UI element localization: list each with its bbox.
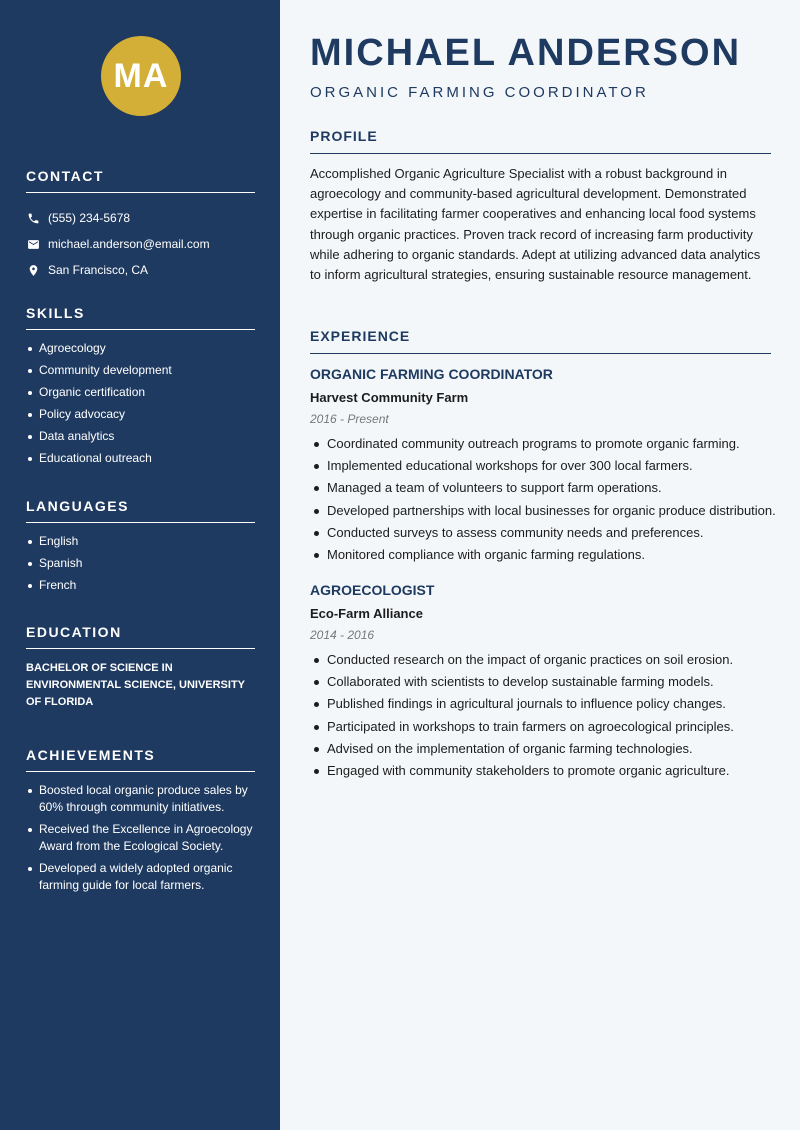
job-entry	[310, 582, 771, 784]
email-text: michael.anderson@email.com	[48, 237, 210, 251]
list-item: Agroecology	[26, 340, 255, 357]
list-item: Conducted research on the impact of organic practices on soil erosion.	[310, 651, 771, 669]
job-company: Harvest Community Farm	[310, 390, 469, 405]
achievements-heading: ACHIEVEMENTS	[26, 747, 255, 772]
profile-heading: PROFILE	[310, 128, 771, 154]
list-item: Spanish	[26, 555, 255, 572]
experience-heading: EXPERIENCE	[310, 328, 771, 354]
list-item: French	[26, 577, 255, 594]
candidate-name: MICHAEL ANDERSON	[310, 32, 742, 74]
list-item: Managed a team of volunteers to support farm operations.	[310, 479, 771, 497]
location-text: San Francisco, CA	[48, 263, 149, 277]
contact-email	[26, 231, 255, 257]
languages-list	[26, 533, 255, 594]
achievements-list	[26, 782, 255, 894]
achievements-section	[26, 747, 255, 899]
list-item: Published findings in agricultural journals to influence policy changes.	[310, 695, 771, 713]
job-entry	[310, 366, 776, 568]
location-pin-icon	[26, 263, 40, 277]
sidebar	[0, 0, 280, 1130]
contact-location	[26, 257, 255, 283]
list-item: Monitored compliance with organic farming regulations.	[310, 546, 771, 564]
skills-section	[26, 305, 255, 472]
job-company: Eco-Farm Alliance	[310, 606, 423, 621]
list-item: Implemented educational workshops for over 300 local farmers.	[310, 457, 771, 475]
list-item: Educational outreach	[26, 450, 255, 467]
list-item: Advised on the implementation of organic farming technologies.	[310, 740, 771, 758]
list-item: English	[26, 533, 255, 550]
phone-icon	[26, 211, 40, 225]
list-item: Organic certification	[26, 384, 255, 401]
job-dates: 2014 - 2016	[310, 628, 375, 642]
avatar-initials: MA	[113, 56, 169, 95]
contact-section	[26, 168, 255, 283]
profile-text: Accomplished Organic Agriculture Specialist with a robust background in agroecology and community-based agricultural development. Demonstrated expertise in facilitating farmer cooperatives and enhancing local food systems through organic practices. Proven track record of increasing farm productivity while adhering to organic standards. Adept at utilizing advanced data analytics to inform agricultural strategies, ensuring sustainable resource management.	[310, 166, 761, 283]
education-heading: EDUCATION	[26, 624, 255, 649]
list-item: Collaborated with scientists to develop sustainable farming models.	[310, 673, 771, 691]
list-item: Conducted surveys to assess community needs and preferences.	[310, 524, 771, 542]
job-bullets	[310, 651, 771, 780]
list-item: Participated in workshops to train farmers on agroecological principles.	[310, 718, 771, 736]
list-item: Coordinated community outreach programs to promote organic farming.	[310, 435, 771, 453]
list-item: Received the Excellence in Agroecology Award from the Ecological Society.	[26, 821, 255, 855]
job-dates: 2016 - Present	[310, 412, 389, 426]
languages-section	[26, 498, 255, 599]
job-title: AGROECOLOGIST	[310, 582, 435, 598]
list-item: Developed partnerships with local businesses for organic produce distribution.	[310, 502, 771, 520]
contact-heading: CONTACT	[26, 168, 255, 193]
skills-list	[26, 340, 255, 467]
phone-text: (555) 234-5678	[48, 211, 131, 225]
contact-list	[26, 205, 255, 283]
education-section	[26, 624, 255, 711]
list-item: Community development	[26, 362, 255, 379]
list-item: Boosted local organic produce sales by 60% through community initiatives.	[26, 782, 255, 816]
list-item: Data analytics	[26, 428, 255, 445]
list-item: Engaged with community stakeholders to promote organic agriculture.	[310, 762, 771, 780]
list-item: Policy advocacy	[26, 406, 255, 423]
education-degree: BACHELOR OF SCIENCE IN ENVIRONMENTAL SCIENCE, UNIVERSITY OF FLORIDA	[26, 662, 245, 708]
job-title: ORGANIC FARMING COORDINATOR	[310, 366, 553, 382]
languages-heading: LANGUAGES	[26, 498, 255, 523]
job-bullets	[310, 435, 776, 564]
email-icon	[26, 237, 40, 251]
skills-heading: SKILLS	[26, 305, 255, 330]
candidate-title: ORGANIC FARMING COORDINATOR	[310, 84, 649, 101]
avatar	[101, 36, 181, 116]
contact-phone	[26, 205, 255, 231]
list-item: Developed a widely adopted organic farming guide for local farmers.	[26, 860, 255, 894]
